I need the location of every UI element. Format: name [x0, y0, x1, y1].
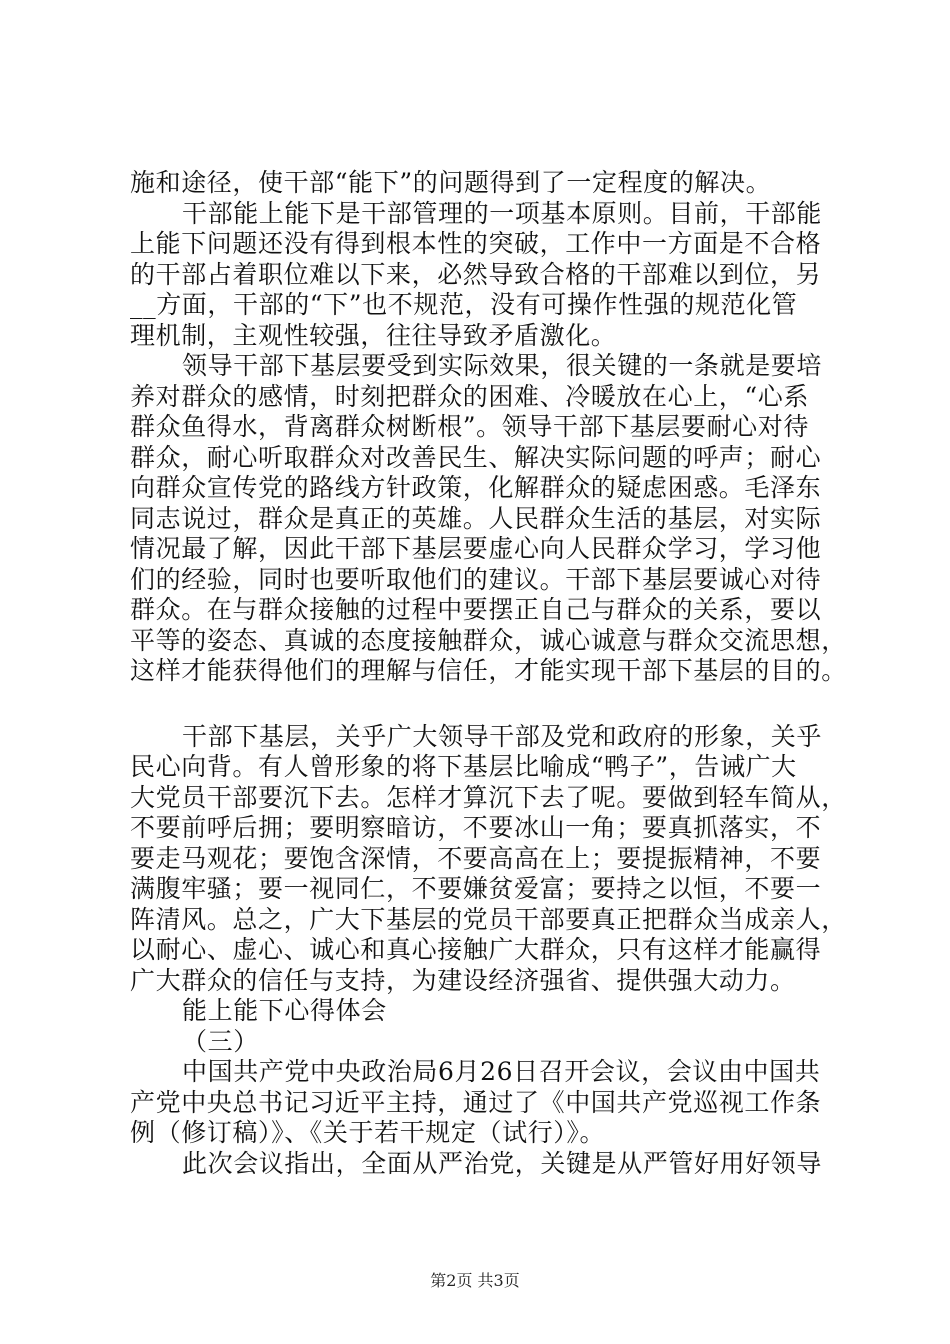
text-line: 上能下问题还没有得到根本性的突破，工作中一方面是不合格: [130, 229, 822, 258]
section-heading: 能上能下心得体会: [182, 996, 387, 1025]
text-line: 满腹牢骚；要一视同仁，不要嫌贫爱富；要持之以恒，不要一: [130, 874, 822, 903]
text-line: 干部下基层，关乎广大领导干部及党和政府的形象，关乎: [182, 721, 823, 751]
text-line: 理机制，主观性较强，往往导致矛盾激化。: [130, 320, 617, 350]
text-line: 养对群众的感情，时刻把群众的困难、冷暖放在心上，“心系: [130, 381, 809, 411]
text-line: 同志说过，群众是真正的英雄。人民群众生活的基层，对实际: [130, 503, 822, 533]
text-line: 中国共产党中央政治局6月26日召开会议，会议由中国共: [182, 1057, 821, 1086]
text-line: 群众鱼得水，背离群众树断根”。领导干部下基层要耐心对待: [130, 412, 809, 441]
text-line: 广大群众的信任与支持，为建设经济强省、提供强大动力。: [130, 965, 796, 995]
text-line: 群众，耐心听取群众对改善民生、解决实际问题的呼声；耐心: [130, 442, 822, 472]
text-line: 们的经验，同时也要听取他们的建议。干部下基层要诚心对待: [130, 564, 822, 594]
text-line: 要走马观花；要饱含深情，不要高高在上；要提振精神，不要: [130, 843, 822, 873]
page-number-footer: 第2页 共3页: [430, 1271, 520, 1290]
text-line: 阵清风。总之，广大下基层的党员干部要真正把群众当成亲人，: [130, 904, 847, 934]
text-line: __方面，干部的“下”也不规范，没有可操作性强的规范化管: [130, 290, 798, 319]
document-body: [130, 168, 847, 1179]
text-line: 产党中央总书记习近平主持，通过了《中国共产党巡视工作条: [130, 1087, 822, 1117]
text-line: 情况最了解，因此干部下基层要虚心向人民群众学习，学习他: [130, 534, 822, 563]
section-number: （三）: [182, 1026, 259, 1056]
text-line: 此次会议指出，全面从严治党，关键是从严管好用好领导: [182, 1148, 823, 1178]
paragraph-gap: [130, 687, 830, 722]
text-line: 这样才能获得他们的理解与信任，才能实现干部下基层的目的。: [130, 656, 847, 685]
text-line: 以耐心、虚心、诚心和真心接触广大群众，只有这样才能赢得: [130, 935, 822, 964]
text-line: 例（修订稿）》、《关于若干规定（试行）》。: [130, 1118, 606, 1147]
text-line: 干部能上能下是干部管理的一项基本原则。目前，干部能: [182, 198, 823, 228]
text-line: 领导干部下基层要受到实际效果，很关键的一条就是要培: [182, 351, 823, 380]
text-line: 平等的姿态、真诚的态度接触群众，诚心诚意与群众交流思想，: [130, 625, 847, 655]
text-line: 施和途径，使干部“能下”的问题得到了一定程度的解决。: [130, 168, 772, 197]
text-line: 的干部占着职位难以下来，必然导致合格的干部难以到位，另: [130, 259, 822, 289]
text-line: 不要前呼后拥；要明察暗访，不要冰山一角；要真抓落实，不: [130, 813, 822, 842]
text-line: 民心向背。有人曾形象的将下基层比喻成“鸭子”，告诫广大: [130, 752, 797, 781]
text-line: 大党员干部要沉下去。怎样才算沉下去了呢。要做到轻车简从，: [130, 782, 847, 812]
text-line: 向群众宣传党的路线方针政策，化解群众的疑虑困惑。毛泽东: [130, 473, 822, 502]
text-line: 群众。在与群众接触的过程中要摆正自己与群众的关系，要以: [130, 595, 822, 624]
